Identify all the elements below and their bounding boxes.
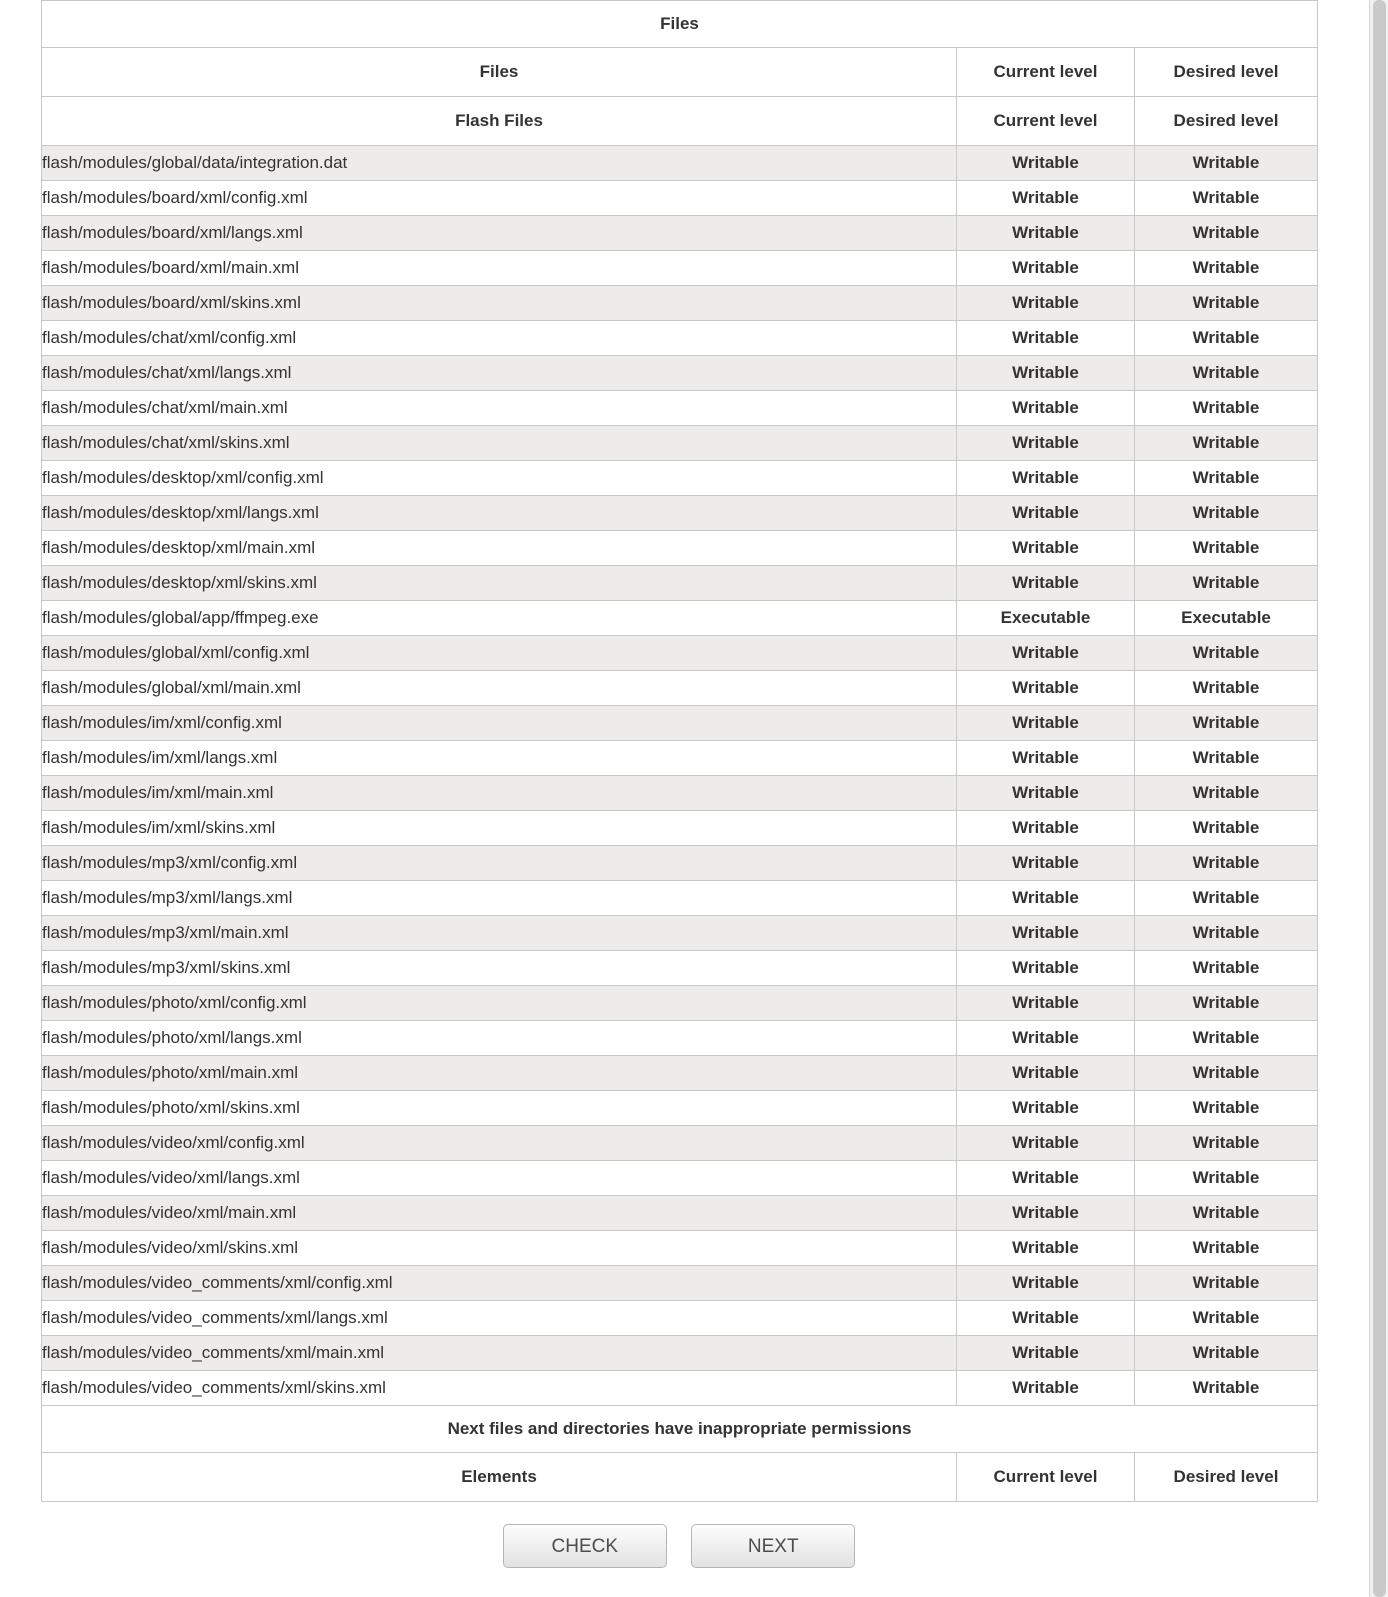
desired-level-cell: Writable bbox=[1135, 1371, 1318, 1406]
table-row bbox=[42, 251, 1318, 286]
table-row bbox=[42, 951, 1318, 986]
file-path-cell: flash/modules/board/xml/langs.xml bbox=[42, 216, 957, 251]
current-level-cell: Executable bbox=[957, 601, 1135, 636]
subheader-flash-files-label: Flash Files bbox=[42, 97, 957, 146]
file-path-cell: flash/modules/chat/xml/main.xml bbox=[42, 391, 957, 426]
table-row bbox=[42, 1371, 1318, 1406]
current-level-cell: Writable bbox=[957, 741, 1135, 776]
file-path-cell: flash/modules/global/xml/config.xml bbox=[42, 636, 957, 671]
desired-level-cell: Writable bbox=[1135, 1021, 1318, 1056]
page-scrollbar-thumb[interactable] bbox=[1373, 0, 1386, 1597]
current-level-cell: Writable bbox=[957, 146, 1135, 181]
file-path-cell: flash/modules/chat/xml/config.xml bbox=[42, 321, 957, 356]
file-path-cell: flash/modules/board/xml/main.xml bbox=[42, 251, 957, 286]
current-level-cell: Writable bbox=[957, 321, 1135, 356]
file-path-cell: flash/modules/video_comments/xml/config.xml bbox=[42, 1266, 957, 1301]
table-row bbox=[42, 1161, 1318, 1196]
desired-level-cell: Writable bbox=[1135, 881, 1318, 916]
table-title: Files bbox=[42, 1, 1318, 48]
file-path-cell: flash/modules/photo/xml/config.xml bbox=[42, 986, 957, 1021]
current-level-cell: Writable bbox=[957, 1371, 1135, 1406]
desired-level-cell: Writable bbox=[1135, 181, 1318, 216]
file-path-cell: flash/modules/video/xml/config.xml bbox=[42, 1126, 957, 1161]
file-path-cell: flash/modules/mp3/xml/langs.xml bbox=[42, 881, 957, 916]
desired-level-cell: Writable bbox=[1135, 1196, 1318, 1231]
current-level-cell: Writable bbox=[957, 986, 1135, 1021]
table-row bbox=[42, 461, 1318, 496]
current-level-cell: Writable bbox=[957, 566, 1135, 601]
table-row bbox=[42, 1021, 1318, 1056]
table-row bbox=[42, 1301, 1318, 1336]
desired-level-cell: Writable bbox=[1135, 636, 1318, 671]
desired-level-cell: Writable bbox=[1135, 1091, 1318, 1126]
current-level-cell: Writable bbox=[957, 811, 1135, 846]
desired-level-cell: Writable bbox=[1135, 286, 1318, 321]
file-path-cell: flash/modules/desktop/xml/skins.xml bbox=[42, 566, 957, 601]
current-level-cell: Writable bbox=[957, 356, 1135, 391]
table-row bbox=[42, 426, 1318, 461]
current-level-cell: Writable bbox=[957, 251, 1135, 286]
current-level-cell: Writable bbox=[957, 951, 1135, 986]
desired-level-cell: Writable bbox=[1135, 496, 1318, 531]
desired-level-cell: Writable bbox=[1135, 1161, 1318, 1196]
file-path-cell: flash/modules/video/xml/main.xml bbox=[42, 1196, 957, 1231]
file-path-cell: flash/modules/im/xml/main.xml bbox=[42, 776, 957, 811]
file-path-cell: flash/modules/photo/xml/skins.xml bbox=[42, 1091, 957, 1126]
file-path-cell: flash/modules/global/app/ffmpeg.exe bbox=[42, 601, 957, 636]
desired-level-cell: Writable bbox=[1135, 216, 1318, 251]
desired-level-cell: Writable bbox=[1135, 811, 1318, 846]
current-level-cell: Writable bbox=[957, 1266, 1135, 1301]
header-desired-level: Desired level bbox=[1135, 48, 1318, 97]
table-row bbox=[42, 391, 1318, 426]
page-scrollbar[interactable] bbox=[1369, 0, 1388, 1597]
table-row bbox=[42, 1056, 1318, 1091]
file-path-cell: flash/modules/desktop/xml/config.xml bbox=[42, 461, 957, 496]
desired-level-cell: Writable bbox=[1135, 1056, 1318, 1091]
table-row bbox=[42, 706, 1318, 741]
table-row bbox=[42, 986, 1318, 1021]
file-path-cell: flash/modules/mp3/xml/main.xml bbox=[42, 916, 957, 951]
file-path-cell: flash/modules/im/xml/langs.xml bbox=[42, 741, 957, 776]
file-path-cell: flash/modules/global/data/integration.dat bbox=[42, 146, 957, 181]
current-level-cell: Writable bbox=[957, 846, 1135, 881]
elements-label: Elements bbox=[42, 1453, 957, 1502]
table-row bbox=[42, 216, 1318, 251]
current-level-cell: Writable bbox=[957, 391, 1135, 426]
desired-level-cell: Writable bbox=[1135, 1301, 1318, 1336]
permissions-table bbox=[41, 0, 1318, 1502]
table-row bbox=[42, 741, 1318, 776]
inappropriate-permissions-notice: Next files and directories have inappropriate permissions bbox=[42, 1406, 1318, 1453]
current-level-cell: Writable bbox=[957, 1056, 1135, 1091]
table-row bbox=[42, 321, 1318, 356]
current-level-cell: Writable bbox=[957, 671, 1135, 706]
file-path-cell: flash/modules/video_comments/xml/main.xml bbox=[42, 1336, 957, 1371]
table-row bbox=[42, 881, 1318, 916]
current-level-cell: Writable bbox=[957, 1196, 1135, 1231]
desired-level-cell: Writable bbox=[1135, 1126, 1318, 1161]
elements-current-level: Current level bbox=[957, 1453, 1135, 1502]
table-row bbox=[42, 531, 1318, 566]
table-row bbox=[42, 916, 1318, 951]
current-level-cell: Writable bbox=[957, 496, 1135, 531]
desired-level-cell: Writable bbox=[1135, 846, 1318, 881]
desired-level-cell: Writable bbox=[1135, 461, 1318, 496]
desired-level-cell: Executable bbox=[1135, 601, 1318, 636]
file-path-cell: flash/modules/photo/xml/main.xml bbox=[42, 1056, 957, 1091]
desired-level-cell: Writable bbox=[1135, 321, 1318, 356]
file-path-cell: flash/modules/board/xml/skins.xml bbox=[42, 286, 957, 321]
file-path-cell: flash/modules/video_comments/xml/langs.xml bbox=[42, 1301, 957, 1336]
inappropriate-permissions-notice-row bbox=[42, 1406, 1318, 1453]
table-row bbox=[42, 1266, 1318, 1301]
current-level-cell: Writable bbox=[957, 1336, 1135, 1371]
table-row bbox=[42, 1126, 1318, 1161]
table-row bbox=[42, 671, 1318, 706]
current-level-cell: Writable bbox=[957, 776, 1135, 811]
desired-level-cell: Writable bbox=[1135, 391, 1318, 426]
file-path-cell: flash/modules/board/xml/config.xml bbox=[42, 181, 957, 216]
table-row bbox=[42, 181, 1318, 216]
current-level-cell: Writable bbox=[957, 216, 1135, 251]
file-path-cell: flash/modules/video/xml/skins.xml bbox=[42, 1231, 957, 1266]
desired-level-cell: Writable bbox=[1135, 706, 1318, 741]
desired-level-cell: Writable bbox=[1135, 1266, 1318, 1301]
current-level-cell: Writable bbox=[957, 1161, 1135, 1196]
file-path-cell: flash/modules/im/xml/config.xml bbox=[42, 706, 957, 741]
current-level-cell: Writable bbox=[957, 461, 1135, 496]
desired-level-cell: Writable bbox=[1135, 741, 1318, 776]
current-level-cell: Writable bbox=[957, 1126, 1135, 1161]
desired-level-cell: Writable bbox=[1135, 986, 1318, 1021]
file-path-cell: flash/modules/desktop/xml/main.xml bbox=[42, 531, 957, 566]
current-level-cell: Writable bbox=[957, 916, 1135, 951]
current-level-cell: Writable bbox=[957, 881, 1135, 916]
table-row bbox=[42, 1196, 1318, 1231]
desired-level-cell: Writable bbox=[1135, 671, 1318, 706]
desired-level-cell: Writable bbox=[1135, 251, 1318, 286]
table-row bbox=[42, 776, 1318, 811]
current-level-cell: Writable bbox=[957, 1091, 1135, 1126]
header-files-label: Files bbox=[42, 48, 957, 97]
table-row bbox=[42, 566, 1318, 601]
file-path-cell: flash/modules/video/xml/langs.xml bbox=[42, 1161, 957, 1196]
current-level-cell: Writable bbox=[957, 706, 1135, 741]
table-header-row bbox=[42, 48, 1318, 97]
subheader-current-level: Current level bbox=[957, 97, 1135, 146]
check-button[interactable]: CHECK bbox=[503, 1524, 667, 1568]
current-level-cell: Writable bbox=[957, 1231, 1135, 1266]
table-row bbox=[42, 846, 1318, 881]
table-row bbox=[42, 496, 1318, 531]
file-path-cell: flash/modules/desktop/xml/langs.xml bbox=[42, 496, 957, 531]
permissions-content bbox=[41, 0, 1317, 1568]
file-path-cell: flash/modules/chat/xml/langs.xml bbox=[42, 356, 957, 391]
table-row bbox=[42, 356, 1318, 391]
current-level-cell: Writable bbox=[957, 1301, 1135, 1336]
current-level-cell: Writable bbox=[957, 531, 1135, 566]
elements-header-row bbox=[42, 1453, 1318, 1502]
desired-level-cell: Writable bbox=[1135, 776, 1318, 811]
file-path-cell: flash/modules/video_comments/xml/skins.xml bbox=[42, 1371, 957, 1406]
subheader-desired-level: Desired level bbox=[1135, 97, 1318, 146]
action-buttons bbox=[41, 1524, 1317, 1568]
current-level-cell: Writable bbox=[957, 286, 1135, 321]
desired-level-cell: Writable bbox=[1135, 356, 1318, 391]
desired-level-cell: Writable bbox=[1135, 916, 1318, 951]
desired-level-cell: Writable bbox=[1135, 951, 1318, 986]
table-row bbox=[42, 1091, 1318, 1126]
file-path-cell: flash/modules/photo/xml/langs.xml bbox=[42, 1021, 957, 1056]
desired-level-cell: Writable bbox=[1135, 531, 1318, 566]
desired-level-cell: Writable bbox=[1135, 1231, 1318, 1266]
table-row bbox=[42, 286, 1318, 321]
file-path-cell: flash/modules/im/xml/skins.xml bbox=[42, 811, 957, 846]
table-row bbox=[42, 636, 1318, 671]
permissions-table-body bbox=[42, 1, 1318, 1502]
table-row bbox=[42, 146, 1318, 181]
current-level-cell: Writable bbox=[957, 426, 1135, 461]
elements-desired-level: Desired level bbox=[1135, 1453, 1318, 1502]
table-row bbox=[42, 1336, 1318, 1371]
table-row bbox=[42, 1231, 1318, 1266]
file-path-cell: flash/modules/mp3/xml/config.xml bbox=[42, 846, 957, 881]
file-path-cell: flash/modules/chat/xml/skins.xml bbox=[42, 426, 957, 461]
header-current-level: Current level bbox=[957, 48, 1135, 97]
file-path-cell: flash/modules/mp3/xml/skins.xml bbox=[42, 951, 957, 986]
desired-level-cell: Writable bbox=[1135, 426, 1318, 461]
current-level-cell: Writable bbox=[957, 636, 1135, 671]
table-title-row bbox=[42, 1, 1318, 48]
table-subheader-row bbox=[42, 97, 1318, 146]
current-level-cell: Writable bbox=[957, 181, 1135, 216]
table-row bbox=[42, 811, 1318, 846]
current-level-cell: Writable bbox=[957, 1021, 1135, 1056]
table-row bbox=[42, 601, 1318, 636]
desired-level-cell: Writable bbox=[1135, 1336, 1318, 1371]
desired-level-cell: Writable bbox=[1135, 146, 1318, 181]
desired-level-cell: Writable bbox=[1135, 566, 1318, 601]
file-path-cell: flash/modules/global/xml/main.xml bbox=[42, 671, 957, 706]
next-button[interactable]: NEXT bbox=[691, 1524, 855, 1568]
